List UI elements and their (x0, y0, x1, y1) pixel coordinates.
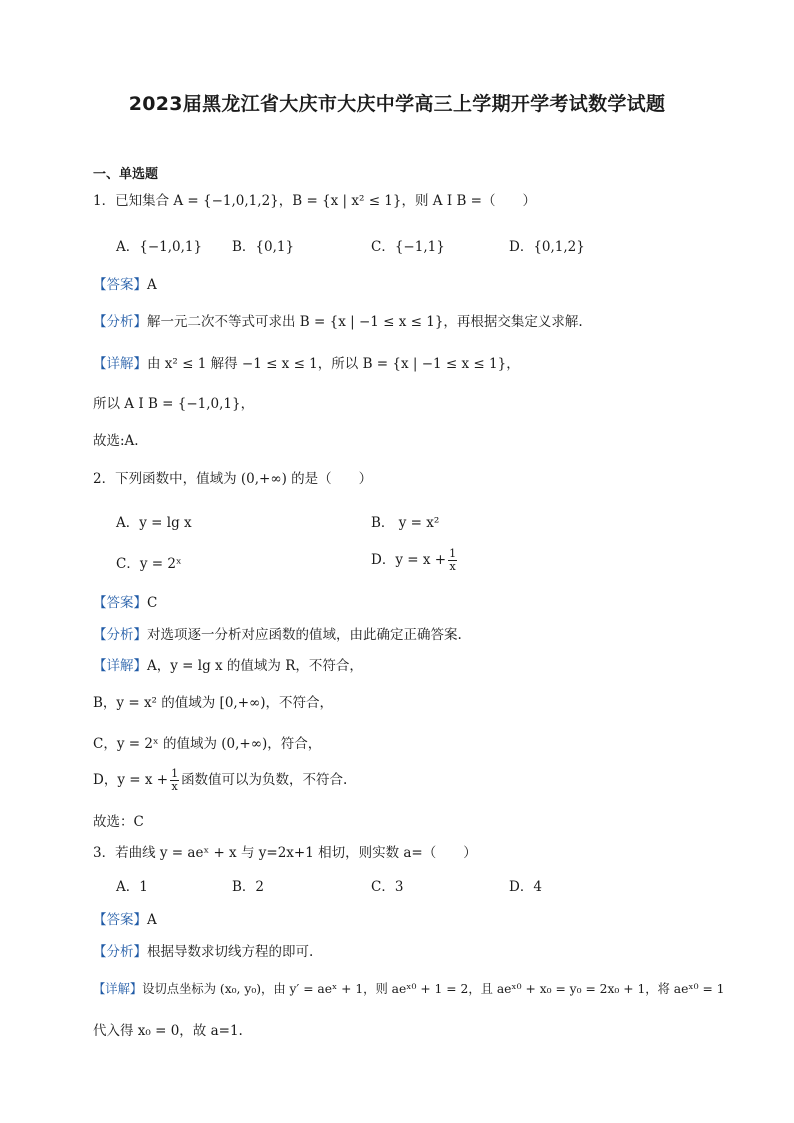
q1-stem: 1．已知集合 A = {−1,0,1,2}，B = {x | x² ≤ 1}，则 A I B =（ ） (93, 193, 536, 209)
fraction-numerator: 1 (449, 547, 457, 560)
q2-detail (93, 657, 363, 675)
q3-stem: 3．若曲线 y = aeˣ + x 与 y=2x+1 相切，则实数 a=（ ） (93, 845, 477, 861)
analysis-text: 对选项逐一分析对应函数的值域，由此确定正确答案. (147, 627, 462, 643)
detail-tag: 【详解】 (93, 356, 147, 372)
q2-option-b: B． y = x² (371, 515, 440, 531)
detail-tag: 【详解】 (93, 658, 147, 674)
q2-analysis (93, 626, 462, 644)
section-heading: 一、单选题 (93, 167, 159, 182)
q3-option-d: D．4 (509, 879, 542, 895)
q1-answer (93, 276, 157, 294)
q2-detail-d (93, 768, 347, 793)
q2-detail-d-suffix: 函数值可以为负数，不符合. (181, 772, 348, 788)
q2-stem: 2．下列函数中，值域为 (0,+∞) 的是（ ） (93, 471, 373, 487)
detail-text: 由 x² ≤ 1 解得 −1 ≤ x ≤ 1，所以 B = {x | −1 ≤ x ≤ 1}， (147, 356, 520, 372)
analysis-text: 解一元二次不等式可求出 B = {x | −1 ≤ x ≤ 1}，再根据交集定义求解. (147, 314, 583, 330)
answer-tag: 【答案】 (93, 912, 147, 928)
q2-detail-b: B，y = x² 的值域为 [0,+∞)，不符合， (93, 695, 334, 711)
answer-value: A (147, 912, 157, 928)
q3-option-b: B．2 (232, 879, 265, 895)
fraction-denominator: x (449, 560, 456, 573)
q2-detail-d-prefix: D，y = x + (93, 772, 169, 788)
fraction (448, 548, 457, 573)
analysis-tag: 【分析】 (93, 314, 147, 330)
q3-analysis (93, 943, 313, 961)
analysis-tag: 【分析】 (93, 944, 147, 960)
fraction (170, 768, 179, 793)
q1-option-a: A．{−1,0,1} (116, 239, 203, 255)
fraction-denominator: x (171, 780, 178, 793)
q2-option-c: C．y = 2ˣ (116, 556, 182, 572)
q3-option-c: C．3 (371, 879, 404, 895)
q1-option-d: D．{0,1,2} (509, 239, 585, 255)
q2-option-a: A．y = lg x (116, 515, 192, 531)
detail-tag: 【详解】 (93, 982, 143, 996)
fraction-numerator: 1 (171, 767, 179, 780)
answer-tag: 【答案】 (93, 277, 147, 293)
answer-value: A (147, 277, 157, 293)
q1-option-b: B．{0,1} (232, 239, 295, 255)
answer-value: C (147, 595, 158, 611)
q3-answer (93, 911, 157, 929)
q1-conclusion: 故选:A. (93, 433, 139, 449)
analysis-tag: 【分析】 (93, 627, 147, 643)
q2-conclusion: 故选：C (93, 814, 144, 830)
q2-answer (93, 594, 157, 612)
detail-text: 设切点坐标为 (x₀, y₀)，由 y′ = aeˣ + 1，则 aeˣ⁰ + 1 = 2，且 aeˣ⁰ + x₀ = y₀ = 2x₀ + 1，将 aeˣ⁰ = 1 (142, 982, 725, 996)
q3-option-a: A．1 (116, 879, 148, 895)
analysis-text: 根据导数求切线方程的即可. (147, 944, 314, 960)
detail-text: A，y = lg x 的值域为 R，不符合， (147, 658, 363, 674)
page-title: 2023届黑龙江省大庆市大庆中学高三上学期开学考试数学试题 (128, 93, 666, 115)
q1-detail-2: 所以 A I B = {−1,0,1}， (93, 396, 255, 412)
q2-detail-c: C，y = 2ˣ 的值域为 (0,+∞)，符合， (93, 736, 322, 752)
q3-detail-2: 代入得 x₀ = 0，故 a=1. (93, 1023, 243, 1039)
q1-option-c: C．{−1,1} (371, 239, 445, 255)
q3-detail (93, 980, 725, 998)
q2-option-d (371, 548, 459, 573)
answer-tag: 【答案】 (93, 595, 147, 611)
q1-analysis (93, 313, 583, 331)
q2-option-d-text: D．y = x + (371, 552, 447, 568)
q1-detail (93, 355, 520, 373)
